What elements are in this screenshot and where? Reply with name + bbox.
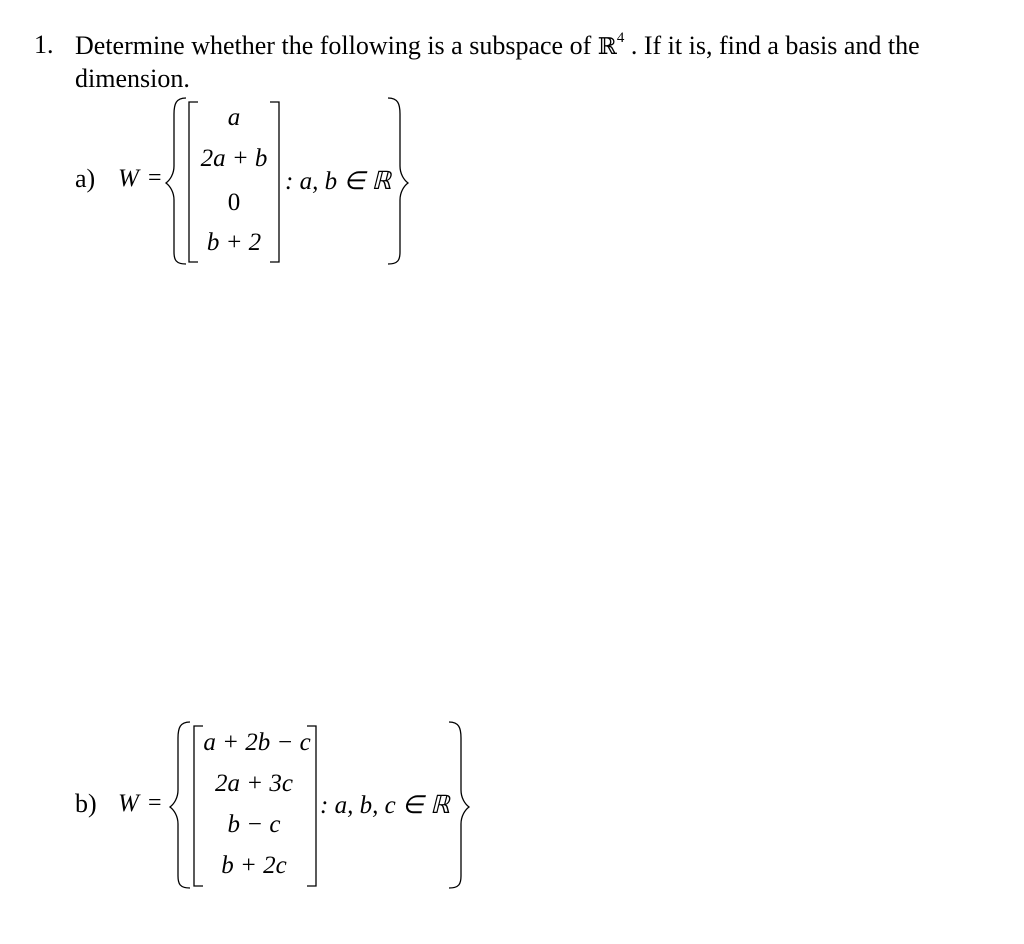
part-b-left-brace bbox=[170, 722, 190, 888]
part-a-entry-2: 2a + b bbox=[200, 145, 268, 172]
part-b-condition: : a, b, c ∈ ℝ bbox=[320, 792, 450, 819]
part-b-set-name: W bbox=[118, 790, 139, 817]
part-a-left-brace bbox=[166, 98, 186, 264]
part-b-right-brace bbox=[449, 722, 469, 888]
part-b-label: b) bbox=[75, 789, 97, 818]
space-exponent: 4 bbox=[616, 30, 625, 46]
part-b-entry-3: b − c bbox=[227, 811, 281, 838]
part-a-right-brace bbox=[388, 98, 408, 264]
part-a-set-name: W bbox=[118, 165, 139, 192]
part-b-entry-4: b + 2c bbox=[221, 852, 287, 879]
part-a-right-bracket bbox=[270, 102, 279, 262]
part-b-left-bracket bbox=[194, 726, 203, 886]
problem-number: 1. bbox=[34, 30, 54, 59]
part-a-equals: = bbox=[148, 165, 162, 191]
problem-text-after: . If it is, find a basis and the bbox=[630, 31, 920, 60]
part-a-entry-1: a bbox=[227, 104, 241, 131]
part-a-entry-4: b + 2 bbox=[206, 229, 262, 256]
part-a-condition: : a, b ∈ ℝ bbox=[285, 168, 392, 195]
part-a-label: a) bbox=[75, 164, 96, 193]
problem-text-before: Determine whether the following is a subspace of bbox=[75, 31, 592, 60]
part-b-entry-1: a + 2b − c bbox=[203, 729, 311, 756]
problem-text-line2: dimension. bbox=[75, 64, 190, 93]
real-space-symbol: ℝ bbox=[597, 34, 617, 60]
part-a-entry-3: 0 bbox=[227, 189, 241, 216]
part-a-left-bracket bbox=[189, 102, 198, 262]
part-b-equals: = bbox=[148, 790, 162, 816]
part-b-entry-2: 2a + 3c bbox=[215, 770, 293, 797]
